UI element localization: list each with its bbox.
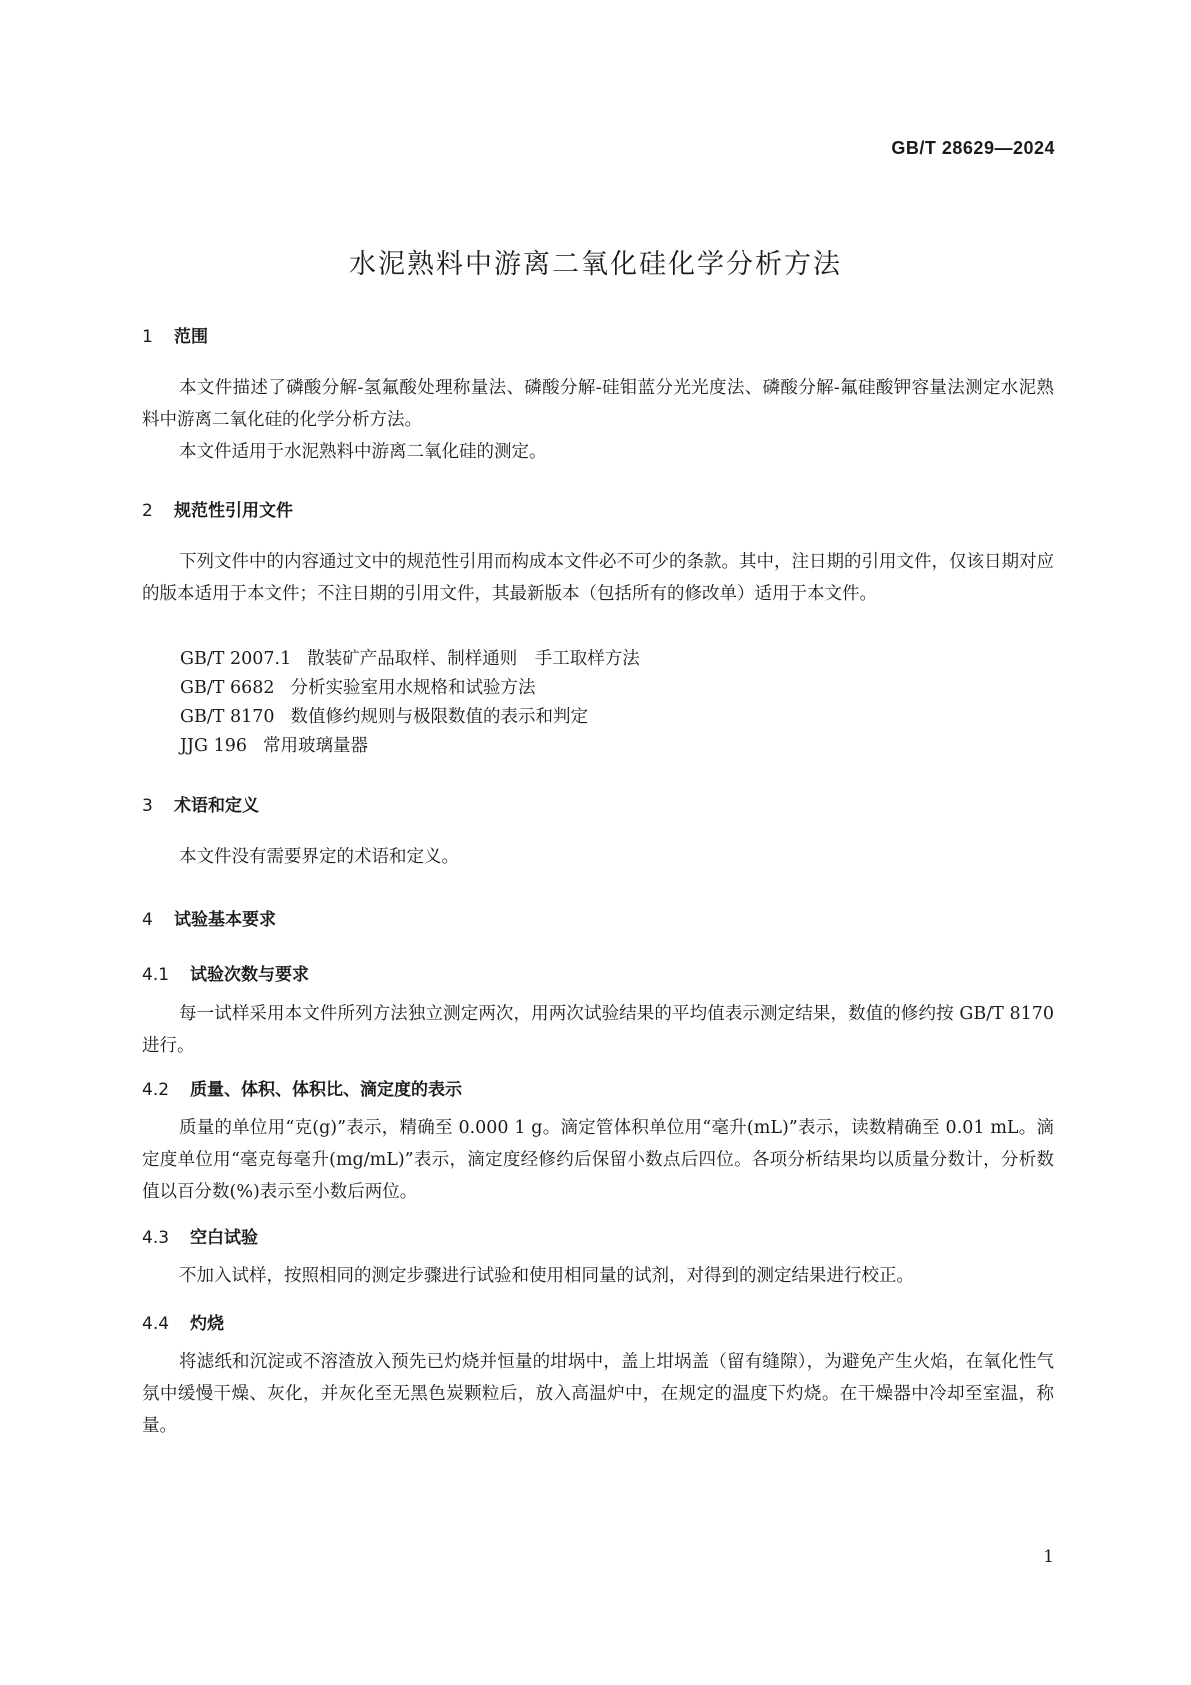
section-number: 2	[142, 501, 153, 521]
section-title: 范围	[174, 327, 208, 347]
subsection-heading-4-2	[142, 1075, 462, 1100]
reference-title: 常用玻璃量器	[262, 736, 368, 756]
subsection-title: 空白试验	[190, 1228, 258, 1248]
normative-reference	[180, 732, 368, 757]
normative-reference	[180, 674, 536, 699]
subsection-heading-4-1	[142, 960, 309, 985]
paragraph: 质量的单位用“克(g)”表示，精确至 0.000 1 g。滴定管体积单位用“毫升(mL)”表示，读数精确至 0.01 mL。滴定度单位用“毫克每毫升(mg/mL)”表示，滴定度经修约后保留小数点后四位。各项分析结果均以质量分数计，分析数值以百分数(%)表示至小数后两位。	[142, 1118, 1054, 1202]
subsection-number: 4.4	[142, 1314, 170, 1334]
subsection-number: 4.3	[142, 1228, 170, 1248]
paragraph: 本文件没有需要界定的术语和定义。	[179, 847, 459, 867]
document-title: 水泥熟料中游离二氧化硅化学分析方法	[349, 249, 842, 280]
normative-reference	[180, 703, 588, 728]
subsection-title: 试验次数与要求	[190, 965, 309, 985]
section-title: 试验基本要求	[174, 910, 276, 930]
standard-code: GB/T 28629—2024	[891, 138, 1055, 158]
paragraph: 本文件适用于水泥熟料中游离二氧化硅的测定。	[179, 442, 547, 462]
normative-reference	[180, 645, 640, 670]
reference-code: GB/T 8170	[180, 707, 275, 727]
reference-title: 分析实验室用水规格和试验方法	[290, 678, 536, 698]
reference-title: 散装矿产品取样、制样通则 手工取样方法	[307, 649, 640, 669]
paragraph: 下列文件中的内容通过文中的规范性引用而构成本文件必不可少的条款。其中，注日期的引用文件，仅该日期对应的版本适用于本文件；不注日期的引用文件，其最新版本（包括所有的修改单）适用于本文件。	[142, 552, 1054, 604]
paragraph: 将滤纸和沉淀或不溶渣放入预先已灼烧并恒量的坩埚中，盖上坩埚盖（留有缝隙），为避免产生火焰，在氧化性气氛中缓慢干燥、灰化，并灰化至无黑色炭颗粒后，放入高温炉中，在规定的温度下灼烧。在干燥器中冷却至室温，称量。	[142, 1352, 1054, 1436]
subsection-heading-4-4	[142, 1309, 224, 1334]
section-title: 术语和定义	[174, 796, 259, 816]
section-heading-1	[142, 322, 208, 347]
subsection-number: 4.1	[142, 965, 170, 985]
reference-code: GB/T 2007.1	[180, 649, 292, 669]
section-heading-4	[142, 905, 276, 930]
subsection-title: 质量、体积、体积比、滴定度的表示	[190, 1080, 462, 1100]
page-number: 1	[1043, 1547, 1054, 1567]
reference-title: 数值修约规则与极限数值的表示和判定	[290, 707, 589, 727]
section-heading-3	[142, 791, 259, 816]
section-number: 1	[142, 327, 153, 347]
paragraph: 不加入试样，按照相同的测定步骤进行试验和使用相同量的试剂，对得到的测定结果进行校正。	[179, 1266, 914, 1286]
section-number: 4	[142, 910, 153, 930]
paragraph: 本文件描述了磷酸分解-氢氟酸处理称量法、磷酸分解-硅钼蓝分光光度法、磷酸分解-氟硅酸钾容量法测定水泥熟料中游离二氧化硅的化学分析方法。	[142, 378, 1054, 430]
reference-code: JJG 196	[180, 736, 247, 756]
section-number: 3	[142, 796, 153, 816]
paragraph: 每一试样采用本文件所列方法独立测定两次，用两次试验结果的平均值表示测定结果，数值的修约按 GB/T 8170 进行。	[142, 1004, 1054, 1056]
section-heading-2	[142, 496, 293, 521]
reference-code: GB/T 6682	[180, 678, 275, 698]
subsection-title: 灼烧	[190, 1314, 224, 1334]
section-title: 规范性引用文件	[174, 501, 293, 521]
subsection-number: 4.2	[142, 1080, 170, 1100]
subsection-heading-4-3	[142, 1223, 258, 1248]
